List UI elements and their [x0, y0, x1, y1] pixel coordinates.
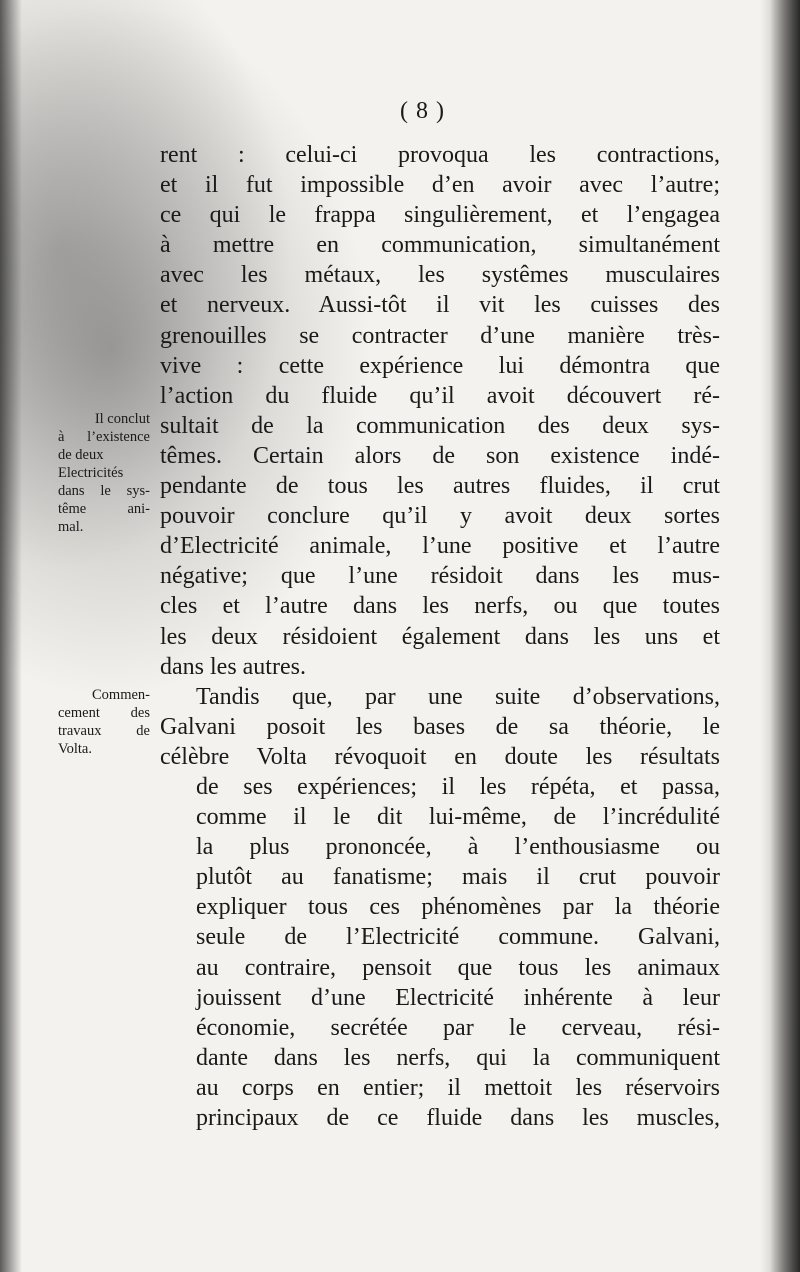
margin-note-line: travaux de [58, 723, 150, 739]
text-line: sultait de la communication des deux sys- [160, 412, 720, 439]
margin-note-line: Volta. [58, 741, 92, 757]
text-line: comme il le dit lui-même, de l’incrédulité [196, 804, 720, 831]
margin-note-line: à l’existence [58, 429, 150, 445]
text-line: d’Electricité animale, l’une positive et l’autre [160, 533, 720, 560]
margin-note-volta [58, 686, 150, 758]
page-number: ( 8 ) [400, 98, 445, 124]
text-line: têmes. Certain alors de son existence indé- [160, 442, 720, 469]
margin-note-line: dans le sys- [58, 483, 150, 499]
text-line: seule de l’Electricité commune. Galvani, [196, 924, 720, 951]
text-line: Galvani posoit les bases de sa théorie, le [160, 713, 720, 740]
page-edge-shadow [770, 0, 800, 1272]
text-line: principaux de ce fluide dans les muscles, [196, 1105, 720, 1131]
margin-note-conclusion [58, 410, 150, 536]
margin-note-line: Electricités [58, 465, 124, 481]
margin-note-line: Commen- [92, 687, 150, 703]
text-line: au corps en entier; il mettoit les réservoirs [196, 1074, 720, 1101]
margin-note-line: cement des [58, 705, 150, 721]
text-line: à mettre en communication, simultanément [160, 232, 720, 259]
body-text [160, 140, 720, 1133]
text-line: négative; que l’une résidoit dans les mus- [160, 563, 720, 590]
text-line: et il fut impossible d’en avoir avec l’autre; [160, 172, 720, 199]
text-line: l’action du fluide qu’il avoit découvert ré- [160, 382, 720, 409]
margin-note-line: mal. [58, 519, 84, 535]
text-line: rent : celui-ci provoqua les contractions, [160, 142, 720, 168]
text-line: économie, secrétée par le cerveau, rési- [196, 1014, 720, 1041]
text-line: jouissent d’une Electricité inhérente à leur [196, 984, 720, 1011]
text-line: ce qui le frappa singulièrement, et l’engagea [160, 202, 720, 229]
margin-note-line: tême ani- [58, 501, 150, 517]
text-line: dans les autres. [160, 653, 306, 680]
text-line: expliquer tous ces phénomènes par la théorie [196, 894, 720, 921]
text-line: vive : cette expérience lui démontra que [160, 352, 720, 379]
text-line: célèbre Volta révoquoit en doute les résultats [160, 743, 720, 770]
text-line: plutôt au fanatisme; mais il crut pouvoir [196, 864, 720, 891]
text-line: de ses expériences; il les répéta, et passa, [196, 773, 720, 800]
text-line: Tandis que, par une suite d’observations, [196, 683, 720, 710]
text-line: la plus prononcée, à l’enthousiasme ou [196, 834, 720, 861]
margin-note-line: de deux [58, 447, 104, 463]
text-line: avec les métaux, les systêmes musculaires [160, 262, 720, 289]
text-line: les deux résidoient également dans les uns et [160, 623, 720, 650]
text-line: dante dans les nerfs, qui la communiquent [196, 1044, 720, 1071]
text-line: et nerveux. Aussi-tôt il vit les cuisses des [160, 292, 720, 319]
text-line: pouvoir conclure qu’il y avoit deux sortes [160, 503, 720, 530]
text-line: cles et l’autre dans les nerfs, ou que toutes [160, 593, 720, 620]
text-line: au contraire, pensoit que tous les animaux [196, 954, 720, 981]
text-line: pendante de tous les autres fluides, il crut [160, 473, 720, 500]
text-line: grenouilles se contracter d’une manière très- [160, 322, 720, 349]
margin-note-line: Il conclut [94, 411, 150, 427]
page-gutter-shadow [0, 0, 22, 1272]
